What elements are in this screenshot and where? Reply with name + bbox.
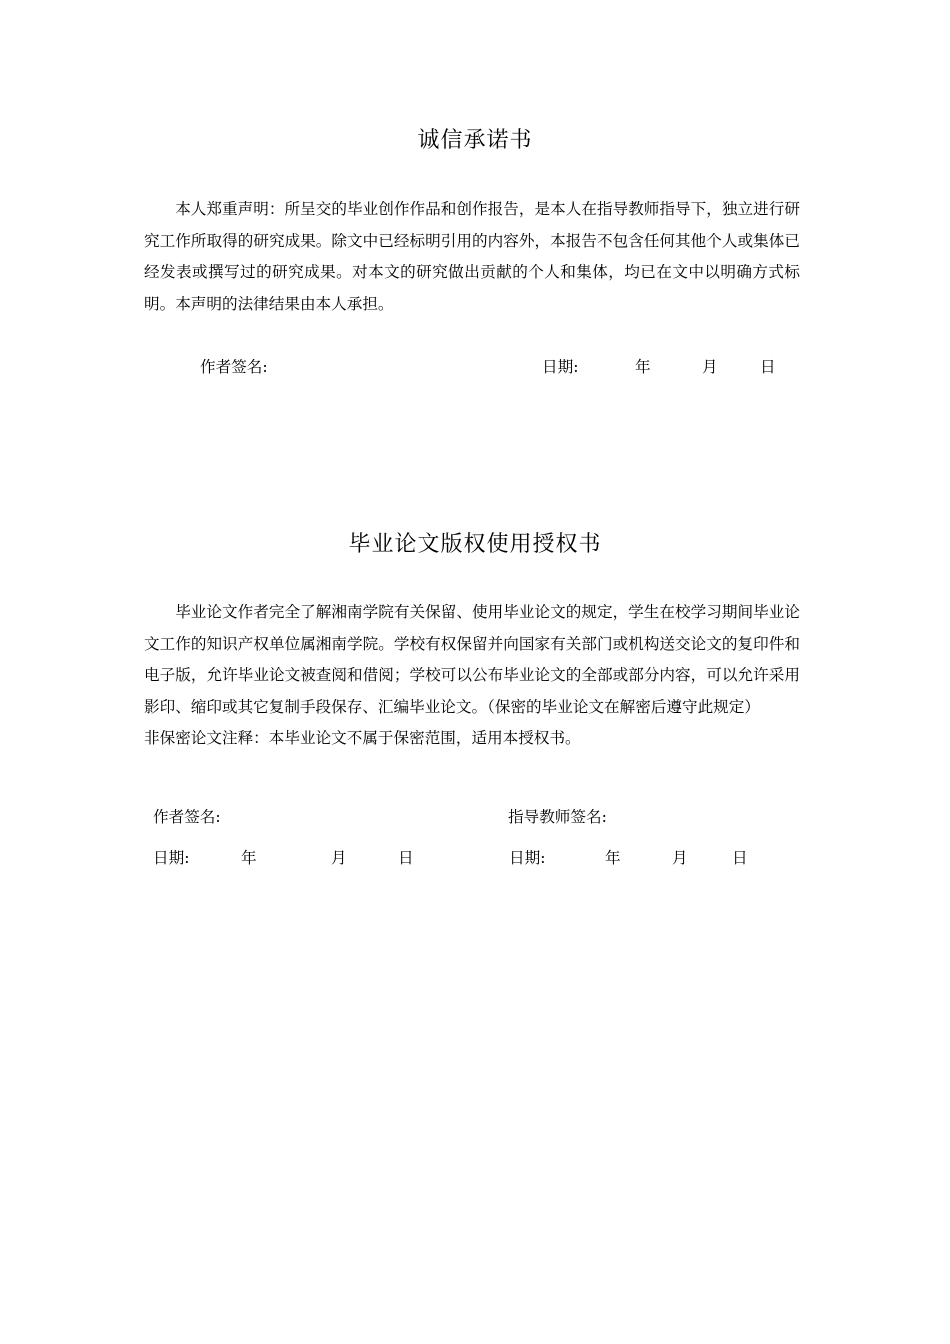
pledge-title: 诚信承诺书 <box>417 128 533 153</box>
authorization-author-signature-label: 作者签名: <box>153 808 221 826</box>
authorization-note: 非保密论文注释：本毕业论文不属于保密范围，适用本授权书。 <box>144 729 581 747</box>
pledge-date-label: 日期: <box>542 358 579 376</box>
pledge-paragraph: 本人郑重声明：所呈交的毕业创作作品和创作报告，是本人在指导教师指导下，独立进行研究工作所取得的研究成果。除文中已经标明引用的内容外，本报告不包含任何其他个人或集体已经发表或撰写过的研究成果。对本文的研究做出贡献的个人和集体，均已在文中以明确方式标明。本声明的法律结果由本人承担。 <box>144 200 800 313</box>
authorization-body <box>144 597 800 755</box>
authorization-advisor-signature-label: 指导教师签名: <box>508 808 607 826</box>
pledge-year-label: 年 <box>635 358 651 376</box>
authorization-author-year-label: 年 <box>241 849 257 867</box>
pledge-body <box>144 194 800 320</box>
authorization-paragraph: 毕业论文作者完全了解湘南学院有关保留、使用毕业论文的规定，学生在校学习期间毕业论文工作的知识产权单位属湘南学院。学校有权保留并向国家有关部门或机构送交论文的复印件和电子版，允许毕业论文被查阅和借阅；学校可以公布毕业论文的全部或部分内容，可以允许采用影印、缩印或其它复制手段保存、汇编毕业论文。（保密的毕业论文在解密后遵守此规定） <box>144 603 800 716</box>
authorization-advisor-day-label: 日 <box>732 849 748 867</box>
authorization-advisor-month-label: 月 <box>672 849 688 867</box>
pledge-month-label: 月 <box>702 358 718 376</box>
authorization-author-date-label: 日期: <box>153 849 190 867</box>
pledge-author-signature-label: 作者签名: <box>200 358 268 376</box>
authorization-advisor-year-label: 年 <box>605 849 621 867</box>
authorization-author-month-label: 月 <box>331 849 347 867</box>
authorization-advisor-date-label: 日期: <box>509 849 546 867</box>
authorization-author-day-label: 日 <box>398 849 414 867</box>
authorization-title: 毕业论文版权使用授权书 <box>348 532 602 557</box>
pledge-day-label: 日 <box>760 358 776 376</box>
